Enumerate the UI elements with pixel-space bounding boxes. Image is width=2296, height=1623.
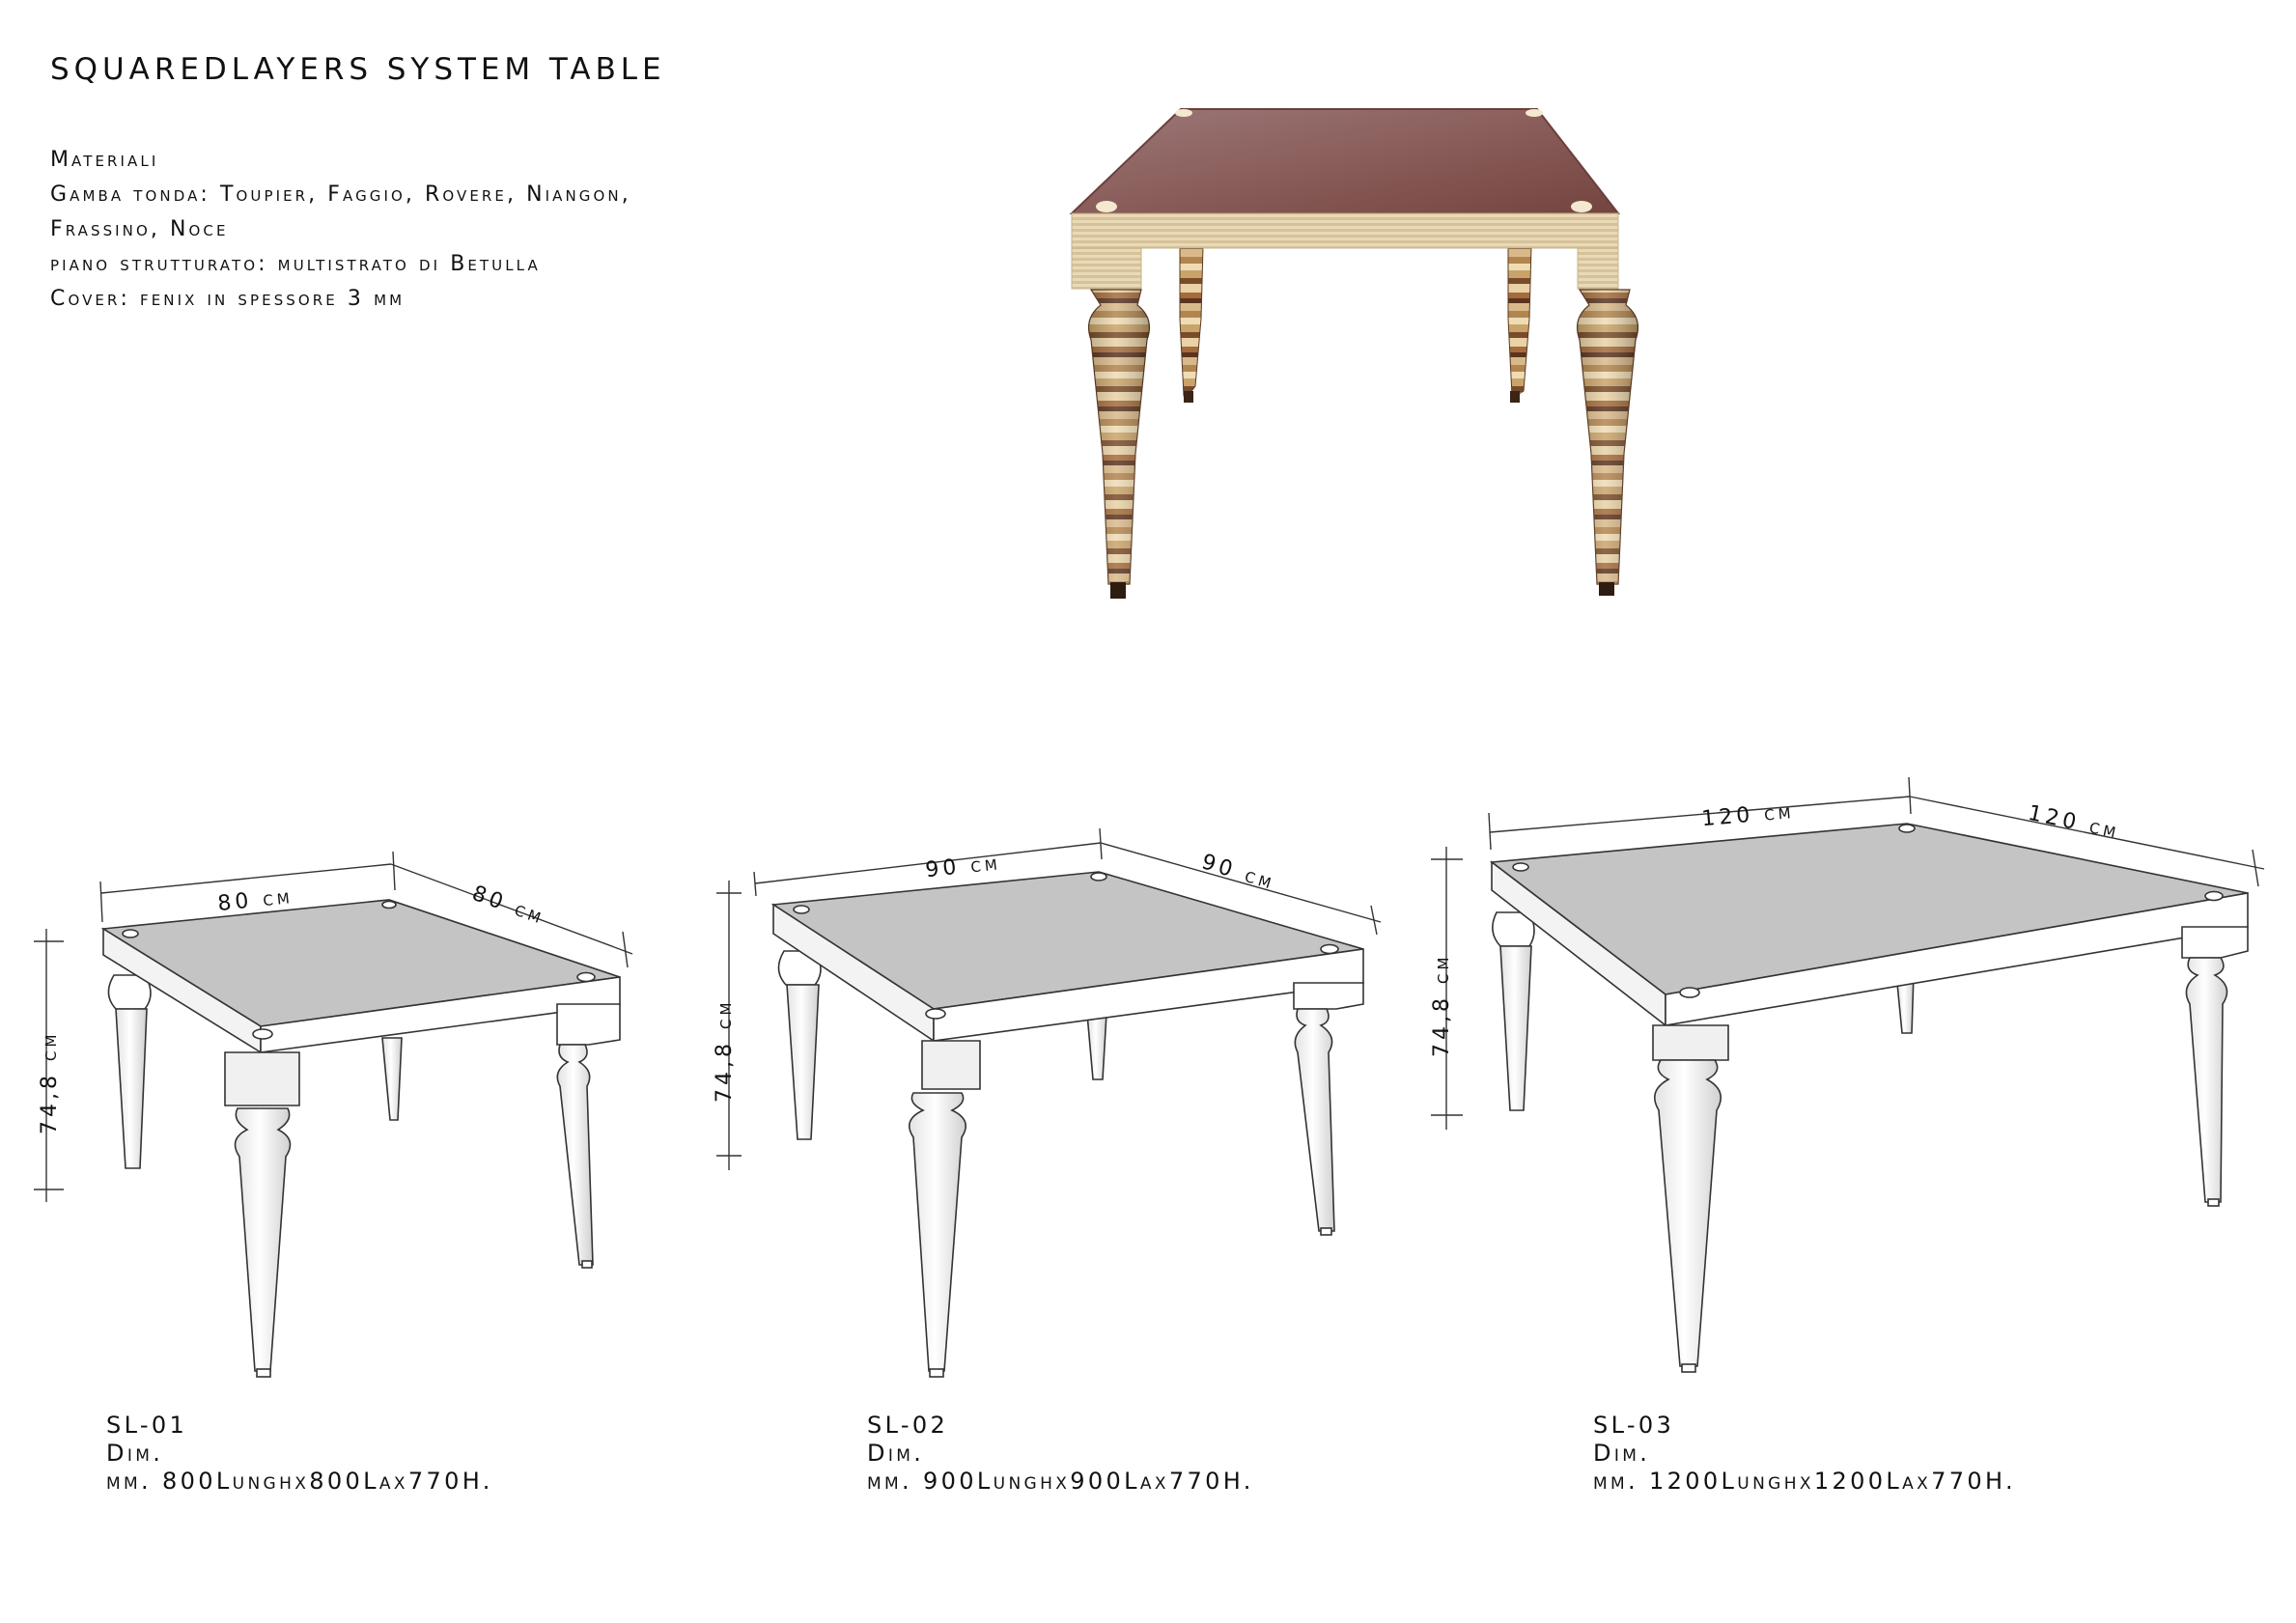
drawing-sl-01 bbox=[103, 900, 620, 1377]
height-label-sl-02: 74,8 cm bbox=[713, 998, 737, 1103]
height-label-sl-03: 74,8 cm bbox=[1430, 953, 1454, 1057]
depth-label-sl-01: 80 cm bbox=[468, 881, 548, 931]
depth-label-sl-02: 90 cm bbox=[1198, 850, 1278, 896]
height-label-sl-01: 74,8 cm bbox=[38, 1030, 62, 1134]
width-label-sl-02: 90 cm bbox=[924, 851, 1002, 883]
materials-top-structure: piano strutturato: multistrato di Betulla bbox=[50, 252, 541, 276]
materials-heading: Materiali bbox=[50, 148, 159, 172]
caption-sl-01 bbox=[106, 1412, 493, 1496]
table-render bbox=[1072, 109, 1638, 599]
dim-label: Dim. bbox=[867, 1440, 925, 1467]
caption-sl-02 bbox=[867, 1412, 1254, 1496]
model-code: SL-01 bbox=[106, 1412, 188, 1439]
materials-leg-continued: Frassino, Noce bbox=[50, 217, 229, 241]
page-title: SQUAREDLAYERS SYSTEM TABLE bbox=[50, 52, 666, 87]
width-label-sl-01: 80 cm bbox=[216, 883, 294, 917]
model-code: SL-02 bbox=[867, 1412, 949, 1439]
dim-label: Dim. bbox=[106, 1440, 164, 1467]
width-label-sl-03: 120 cm bbox=[1700, 798, 1796, 832]
dimensions-text: mm. 1200Lunghx1200Lax770H. bbox=[1593, 1468, 2016, 1495]
dim-label: Dim. bbox=[1593, 1440, 1651, 1467]
dimensions-text: mm. 900Lunghx900Lax770H. bbox=[867, 1468, 1254, 1495]
materials-leg: Gamba tonda: Toupier, Faggio, Rovere, Niangon, bbox=[50, 182, 631, 207]
materials-cover: Cover: fenix in spessore 3 mm bbox=[50, 287, 406, 311]
caption-sl-03 bbox=[1593, 1412, 2016, 1496]
model-code: SL-03 bbox=[1593, 1412, 1675, 1439]
dimensions-text: mm. 800Lunghx800Lax770H. bbox=[106, 1468, 493, 1495]
drawing-sl-03 bbox=[1492, 824, 2248, 1372]
depth-label-sl-03: 120 cm bbox=[2026, 800, 2122, 845]
drawing-sl-02 bbox=[773, 872, 1363, 1377]
